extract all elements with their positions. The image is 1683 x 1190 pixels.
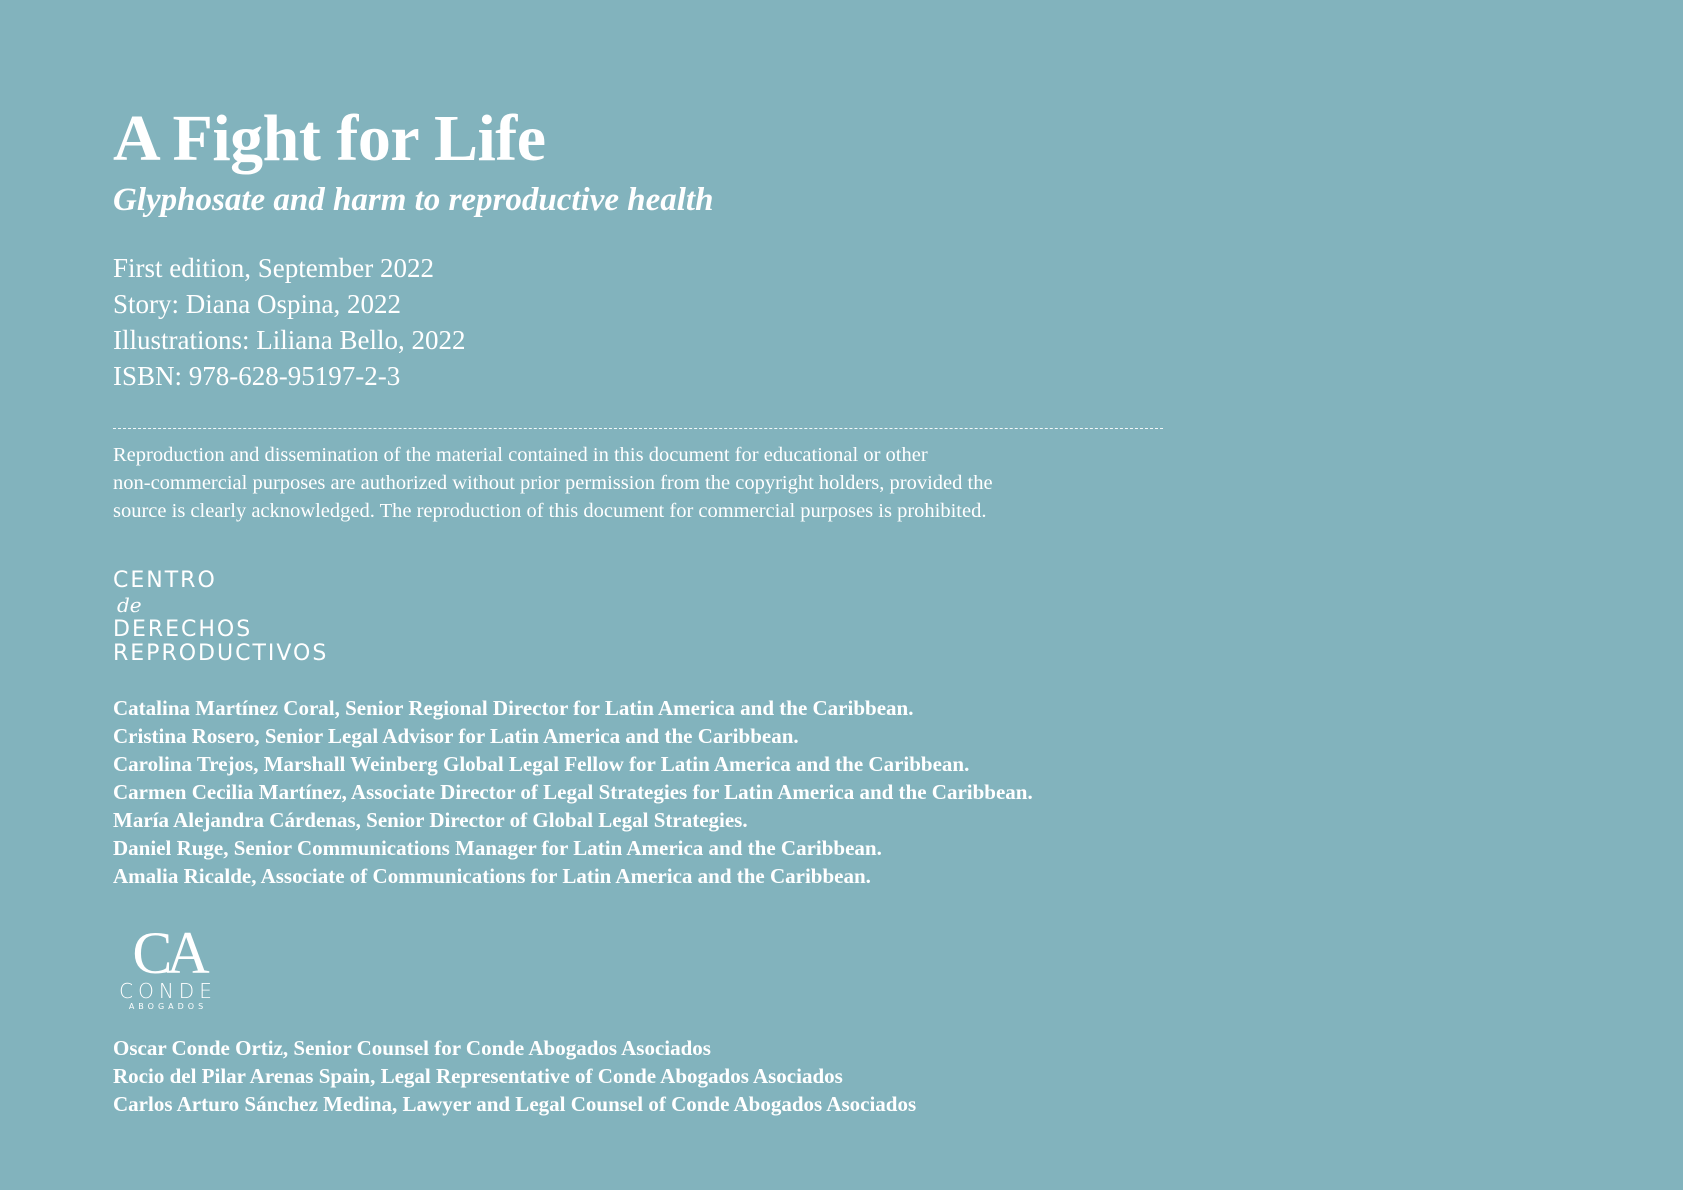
conde-staff-list [113, 1034, 1213, 1118]
centro-derechos-reproductivos-logo [113, 569, 1213, 666]
logo-word-centro: CENTRO [113, 568, 217, 593]
list-item: Carlos Arturo Sánchez Medina, Lawyer and Legal Counsel of Conde Abogados Asociados [113, 1092, 917, 1116]
logo-word-abogados: ABOGADOS [128, 1002, 208, 1011]
list-item: María Alejandra Cárdenas, Senior Director of Global Legal Strategies. [113, 808, 748, 832]
conde-abogados-logo [113, 920, 223, 1012]
list-item: Cristina Rosero, Senior Legal Advisor for Latin America and the Caribbean. [113, 724, 799, 748]
list-item: Oscar Conde Ortiz, Senior Counsel for Conde Abogados Asociados [113, 1036, 711, 1060]
notice-line: source is clearly acknowledged. The reproduction of this document for commercial purposes is prohibited. [113, 500, 987, 522]
dashed-divider [113, 428, 1163, 429]
edition-date: First edition, September 2022 [113, 253, 434, 283]
list-item: Carolina Trejos, Marshall Weinberg Global Legal Fellow for Latin America and the Caribbean. [113, 752, 970, 776]
logo-monogram: CA [132, 920, 204, 986]
story-credit: Story: Diana Ospina, 2022 [113, 289, 401, 319]
illustrations-credit: Illustrations: Liliana Bello, 2022 [113, 325, 466, 355]
notice-line: non-commercial purposes are authorized without prior permission from the copyright holders, provided the [113, 472, 993, 494]
logo-word-conde: CONDE [119, 979, 217, 1003]
credits-page [113, 100, 1213, 1118]
list-item: Carmen Cecilia Martínez, Associate Director of Legal Strategies for Latin America and the Caribbean. [113, 780, 1033, 804]
centro-staff-list [113, 694, 1213, 890]
logo-line [113, 569, 1213, 618]
isbn: ISBN: 978-628-95197-2-3 [113, 361, 401, 391]
document-title: A Fight for Life [113, 102, 546, 175]
logo-word-derechos: DERECHOS [113, 617, 253, 642]
list-item: Amalia Ricalde, Associate of Communications for Latin America and the Caribbean. [113, 864, 871, 888]
copyright-notice [113, 441, 1163, 525]
document-subtitle: Glyphosate and harm to reproductive health [113, 182, 714, 218]
list-item: Catalina Martínez Coral, Senior Regional Director for Latin America and the Caribbean. [113, 696, 914, 720]
list-item: Rocio del Pilar Arenas Spain, Legal Representative of Conde Abogados Asociados [113, 1064, 843, 1088]
edition-info [113, 250, 1213, 394]
list-item: Daniel Ruge, Senior Communications Manager for Latin America and the Caribbean. [113, 836, 882, 860]
logo-word-reproductivos: REPRODUCTIVOS [113, 641, 329, 666]
logo-word-de: de [117, 593, 142, 617]
notice-line: Reproduction and dissemination of the material contained in this document for educational or other [113, 444, 928, 466]
